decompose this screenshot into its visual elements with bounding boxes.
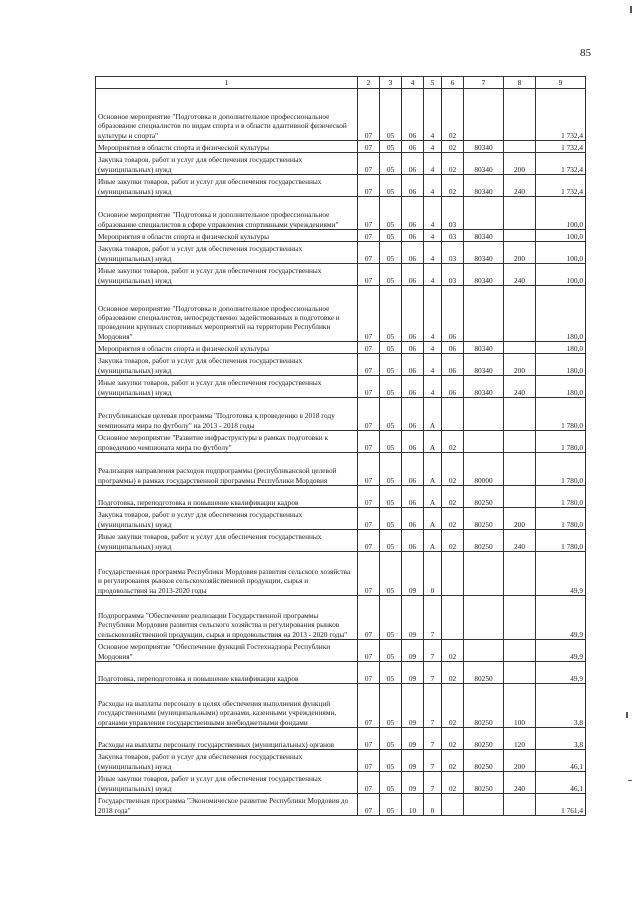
code-cell: 80250 bbox=[464, 662, 504, 684]
code-cell: 02 bbox=[442, 431, 464, 453]
code-cell: 200 bbox=[504, 750, 536, 772]
code-cell: 05 bbox=[380, 772, 402, 794]
code-cell: 05 bbox=[380, 89, 402, 141]
code-cell: 06 bbox=[402, 197, 424, 230]
column-header: 1 bbox=[96, 77, 358, 89]
row-name-cell: Иные закупки товаров, работ и услуг для обеспечения государственных (муниципальных) нужд bbox=[96, 175, 358, 197]
code-cell: 06 bbox=[402, 530, 424, 552]
table-row bbox=[96, 89, 586, 141]
row-name-cell: Мероприятия в области спорта и физической культуры bbox=[96, 230, 358, 242]
amount-cell: 1 780,0 bbox=[536, 453, 586, 486]
code-cell: 06 bbox=[442, 286, 464, 342]
code-cell: 07 bbox=[358, 684, 380, 728]
table-row bbox=[96, 264, 586, 286]
code-cell: 06 bbox=[402, 286, 424, 342]
code-cell bbox=[504, 486, 536, 508]
code-cell: 07 bbox=[358, 264, 380, 286]
code-cell: 03 bbox=[442, 230, 464, 242]
code-cell: 80340 bbox=[464, 153, 504, 175]
amount-cell: 100,0 bbox=[536, 230, 586, 242]
code-cell: 02 bbox=[442, 89, 464, 141]
code-cell: 80340 bbox=[464, 342, 504, 354]
code-cell: 09 bbox=[402, 750, 424, 772]
code-cell bbox=[504, 342, 536, 354]
code-cell: 7 bbox=[424, 596, 442, 640]
code-cell: 120 bbox=[504, 728, 536, 750]
row-name-cell: Закупка товаров, работ и услуг для обеспечения государственных (муниципальных) нужд bbox=[96, 508, 358, 530]
code-cell: 06 bbox=[402, 153, 424, 175]
code-cell: 05 bbox=[380, 596, 402, 640]
code-cell bbox=[504, 89, 536, 141]
code-cell: 03 bbox=[442, 197, 464, 230]
code-cell: 07 bbox=[358, 286, 380, 342]
code-cell: 06 bbox=[402, 431, 424, 453]
code-cell bbox=[504, 141, 536, 153]
table-row bbox=[96, 197, 586, 230]
row-name-cell: Закупка товаров, работ и услуг для обеспечения государственных (муниципальных) нужд bbox=[96, 354, 358, 376]
code-cell bbox=[464, 89, 504, 141]
amount-cell: 1 780,0 bbox=[536, 486, 586, 508]
code-cell: 02 bbox=[442, 453, 464, 486]
code-cell: 7 bbox=[424, 750, 442, 772]
code-cell: 4 bbox=[424, 141, 442, 153]
code-cell: 07 bbox=[358, 398, 380, 431]
code-cell bbox=[464, 398, 504, 431]
amount-cell: 46,1 bbox=[536, 750, 586, 772]
code-cell: 07 bbox=[358, 197, 380, 230]
code-cell: 80250 bbox=[464, 750, 504, 772]
code-cell bbox=[504, 398, 536, 431]
amount-cell: 100,0 bbox=[536, 242, 586, 264]
amount-cell: 180,0 bbox=[536, 376, 586, 398]
row-name-cell: Реализация направления расходов подпрограммы (республиканской целевой программы) в рамках государственной программы Республики Мордовия bbox=[96, 453, 358, 486]
code-cell: 7 bbox=[424, 728, 442, 750]
row-name-cell: Иные закупки товаров, работ и услуг для обеспечения государственных (муниципальных) нужд bbox=[96, 772, 358, 794]
code-cell: 09 bbox=[402, 640, 424, 662]
code-cell: А bbox=[424, 530, 442, 552]
code-cell: 07 bbox=[358, 772, 380, 794]
code-cell: 05 bbox=[380, 750, 402, 772]
table-row bbox=[96, 398, 586, 431]
code-cell: А bbox=[424, 486, 442, 508]
row-name-cell: Иные закупки товаров, работ и услуг для обеспечения государственных (муниципальных) нужд bbox=[96, 264, 358, 286]
row-name-cell: Расходы на выплаты персоналу в целях обеспечения выполнения функций государственными (муниципальными) органами, казенными учреждениями, органами управления государственными внебюджетными фондами bbox=[96, 684, 358, 728]
code-cell: 02 bbox=[442, 486, 464, 508]
scan-mark bbox=[630, 6, 632, 13]
code-cell: 4 bbox=[424, 264, 442, 286]
table-row bbox=[96, 684, 586, 728]
code-cell: 05 bbox=[380, 728, 402, 750]
code-cell: 09 bbox=[402, 552, 424, 596]
code-cell bbox=[442, 552, 464, 596]
code-cell: 4 bbox=[424, 175, 442, 197]
code-cell bbox=[464, 197, 504, 230]
code-cell: 05 bbox=[380, 230, 402, 242]
code-cell: 05 bbox=[380, 486, 402, 508]
code-cell: 05 bbox=[380, 794, 402, 816]
code-cell: 06 bbox=[402, 264, 424, 286]
row-name-cell: Закупка товаров, работ и услуг для обеспечения государственных (муниципальных) нужд bbox=[96, 750, 358, 772]
code-cell: 05 bbox=[380, 662, 402, 684]
code-cell: 07 bbox=[358, 89, 380, 141]
code-cell: 7 bbox=[424, 772, 442, 794]
code-cell: 7 bbox=[424, 684, 442, 728]
code-cell bbox=[442, 794, 464, 816]
code-cell: 06 bbox=[402, 230, 424, 242]
code-cell: 4 bbox=[424, 153, 442, 175]
code-cell: 07 bbox=[358, 141, 380, 153]
code-cell bbox=[504, 197, 536, 230]
code-cell: 02 bbox=[442, 153, 464, 175]
code-cell: 05 bbox=[380, 684, 402, 728]
table-row bbox=[96, 530, 586, 552]
row-name-cell: Государственная программа "Экономическое развитие Республики Мордовия до 2018 года" bbox=[96, 794, 358, 816]
code-cell: 05 bbox=[380, 508, 402, 530]
code-cell: 07 bbox=[358, 728, 380, 750]
code-cell: 4 bbox=[424, 286, 442, 342]
row-name-cell: Закупка товаров, работ и услуг для обеспечения государственных (муниципальных) нужд bbox=[96, 242, 358, 264]
code-cell: 4 bbox=[424, 342, 442, 354]
table-row bbox=[96, 242, 586, 264]
code-cell bbox=[464, 794, 504, 816]
code-cell: 07 bbox=[358, 750, 380, 772]
row-name-cell: Подготовка, переподготовка и повышение квалификации кадров bbox=[96, 662, 358, 684]
code-cell: 4 bbox=[424, 354, 442, 376]
amount-cell: 1 780,0 bbox=[536, 398, 586, 431]
code-cell bbox=[464, 640, 504, 662]
code-cell: 80250 bbox=[464, 508, 504, 530]
code-cell: 06 bbox=[402, 508, 424, 530]
code-cell bbox=[442, 596, 464, 640]
code-cell: 200 bbox=[504, 242, 536, 264]
code-cell: 80250 bbox=[464, 530, 504, 552]
row-name-cell: Основное мероприятие "Развитие инфраструктуры в рамках подготовки к проведению чемпионата мира по футболу" bbox=[96, 431, 358, 453]
code-cell: 07 bbox=[358, 486, 380, 508]
code-cell: 07 bbox=[358, 794, 380, 816]
amount-cell: 180,0 bbox=[536, 342, 586, 354]
code-cell: 07 bbox=[358, 662, 380, 684]
code-cell: 02 bbox=[442, 662, 464, 684]
column-header: 8 bbox=[504, 77, 536, 89]
code-cell: 06 bbox=[402, 453, 424, 486]
code-cell: 100 bbox=[504, 684, 536, 728]
amount-cell: 1 780,0 bbox=[536, 508, 586, 530]
table-row bbox=[96, 508, 586, 530]
code-cell: 02 bbox=[442, 772, 464, 794]
code-cell: 80250 bbox=[464, 486, 504, 508]
code-cell: 06 bbox=[402, 486, 424, 508]
code-cell: 80340 bbox=[464, 354, 504, 376]
code-cell: А bbox=[424, 508, 442, 530]
code-cell: 05 bbox=[380, 376, 402, 398]
code-cell: 07 bbox=[358, 175, 380, 197]
code-cell: 07 bbox=[358, 453, 380, 486]
scan-mark bbox=[626, 712, 628, 718]
code-cell bbox=[504, 640, 536, 662]
code-cell: 09 bbox=[402, 684, 424, 728]
code-cell: 06 bbox=[442, 376, 464, 398]
code-cell: 05 bbox=[380, 153, 402, 175]
table-row bbox=[96, 431, 586, 453]
code-cell: 80340 bbox=[464, 141, 504, 153]
code-cell: 06 bbox=[402, 398, 424, 431]
code-cell: 07 bbox=[358, 230, 380, 242]
amount-cell: 1 732,4 bbox=[536, 175, 586, 197]
column-header: 9 bbox=[536, 77, 586, 89]
code-cell: 80340 bbox=[464, 242, 504, 264]
amount-cell: 1 732,4 bbox=[536, 141, 586, 153]
code-cell: 06 bbox=[402, 376, 424, 398]
code-cell bbox=[464, 596, 504, 640]
code-cell: 240 bbox=[504, 175, 536, 197]
code-cell: 4 bbox=[424, 376, 442, 398]
amount-cell: 1 761,4 bbox=[536, 794, 586, 816]
code-cell: 05 bbox=[380, 530, 402, 552]
code-cell: 240 bbox=[504, 376, 536, 398]
code-cell: 02 bbox=[442, 640, 464, 662]
amount-cell: 3,8 bbox=[536, 684, 586, 728]
row-name-cell: Мероприятия в области спорта и физической культуры bbox=[96, 342, 358, 354]
column-header: 3 bbox=[380, 77, 402, 89]
code-cell: 07 bbox=[358, 153, 380, 175]
row-name-cell: Республиканская целевая программа "Подготовка к проведению в 2018 году чемпионата мира по футболу" на 2013 - 2018 годы bbox=[96, 398, 358, 431]
code-cell: 7 bbox=[424, 640, 442, 662]
row-name-cell: Государственная программа Республики Мордовия развития сельского хозяйства и регулирования рынков сельскохозяйственной продукции, сырья и продовольствия на 2013-2020 годы bbox=[96, 552, 358, 596]
table-row bbox=[96, 230, 586, 242]
code-cell: 03 bbox=[442, 242, 464, 264]
code-cell: 4 bbox=[424, 230, 442, 242]
code-cell: 05 bbox=[380, 453, 402, 486]
code-cell: 09 bbox=[402, 596, 424, 640]
table-row bbox=[96, 453, 586, 486]
code-cell bbox=[464, 552, 504, 596]
code-cell: 02 bbox=[442, 508, 464, 530]
code-cell: 06 bbox=[402, 89, 424, 141]
table-row bbox=[96, 728, 586, 750]
code-cell: 09 bbox=[402, 728, 424, 750]
code-cell: 06 bbox=[402, 175, 424, 197]
code-cell: 06 bbox=[402, 354, 424, 376]
code-cell: 09 bbox=[402, 772, 424, 794]
code-cell bbox=[504, 662, 536, 684]
code-cell: 05 bbox=[380, 431, 402, 453]
table-row bbox=[96, 640, 586, 662]
code-cell: 240 bbox=[504, 530, 536, 552]
code-cell: 240 bbox=[504, 772, 536, 794]
code-cell: 02 bbox=[442, 141, 464, 153]
table-row bbox=[96, 750, 586, 772]
code-cell: А bbox=[424, 398, 442, 431]
table-row bbox=[96, 486, 586, 508]
amount-cell: 1 732,4 bbox=[536, 153, 586, 175]
code-cell: 80000 bbox=[464, 453, 504, 486]
row-name-cell: Основное мероприятие "Подготовка и дополнительное профессиональное образование специалистов по видам спорта и в области адаптивной физической культуры и спорта" bbox=[96, 89, 358, 141]
code-cell: 03 bbox=[442, 264, 464, 286]
code-cell bbox=[442, 398, 464, 431]
row-name-cell: Закупка товаров, работ и услуг для обеспечения государственных (муниципальных) нужд bbox=[96, 153, 358, 175]
code-cell: 200 bbox=[504, 354, 536, 376]
code-cell: 07 bbox=[358, 354, 380, 376]
code-cell: 07 bbox=[358, 342, 380, 354]
code-cell: 200 bbox=[504, 153, 536, 175]
code-cell: 80250 bbox=[464, 728, 504, 750]
code-cell: 0 bbox=[424, 794, 442, 816]
code-cell: 4 bbox=[424, 242, 442, 264]
amount-cell: 46,1 bbox=[536, 772, 586, 794]
amount-cell: 1 732,4 bbox=[536, 89, 586, 141]
row-name-cell: Основное мероприятие "Подготовка и дополнительное профессиональное образование специалистов, непосредственно задействованных в подготовке и проведении крупных спортивных мероприятий на территории Республики Мордовия" bbox=[96, 286, 358, 342]
code-cell: 200 bbox=[504, 508, 536, 530]
code-cell: 02 bbox=[442, 684, 464, 728]
amount-cell: 1 780,0 bbox=[536, 530, 586, 552]
code-cell: 02 bbox=[442, 175, 464, 197]
code-cell: 05 bbox=[380, 342, 402, 354]
table-row bbox=[96, 141, 586, 153]
code-cell: 02 bbox=[442, 530, 464, 552]
code-cell: 05 bbox=[380, 197, 402, 230]
row-name-cell: Иные закупки товаров, работ и услуг для обеспечения государственных (муниципальных) нужд bbox=[96, 376, 358, 398]
table-row bbox=[96, 354, 586, 376]
code-cell: 80250 bbox=[464, 684, 504, 728]
table-row bbox=[96, 794, 586, 816]
code-cell: 07 bbox=[358, 431, 380, 453]
table-row bbox=[96, 175, 586, 197]
code-cell: 10 bbox=[402, 794, 424, 816]
column-header: 6 bbox=[442, 77, 464, 89]
table-row bbox=[96, 552, 586, 596]
code-cell: 02 bbox=[442, 728, 464, 750]
amount-cell: 49,9 bbox=[536, 596, 586, 640]
code-cell: 80340 bbox=[464, 230, 504, 242]
code-cell: 07 bbox=[358, 376, 380, 398]
column-header: 5 bbox=[424, 77, 442, 89]
amount-cell: 180,0 bbox=[536, 286, 586, 342]
code-cell bbox=[464, 286, 504, 342]
code-cell bbox=[504, 431, 536, 453]
code-cell: 05 bbox=[380, 175, 402, 197]
code-cell: 06 bbox=[402, 141, 424, 153]
code-cell: 4 bbox=[424, 89, 442, 141]
code-cell: 80250 bbox=[464, 772, 504, 794]
code-cell bbox=[504, 286, 536, 342]
row-name-cell: Мероприятия в области спорта и физической культуры bbox=[96, 141, 358, 153]
row-name-cell: Подпрограмма "Обеспечение реализации Государственной программы Республики Мордовия развития сельского хозяйства и регулирования рынков сельскохозяйственной продукции, сырья и продовольствия на 2013 - 2020 годы" bbox=[96, 596, 358, 640]
code-cell: 06 bbox=[442, 354, 464, 376]
code-cell: 80340 bbox=[464, 175, 504, 197]
code-cell: А bbox=[424, 453, 442, 486]
code-cell: 05 bbox=[380, 242, 402, 264]
amount-cell: 49,9 bbox=[536, 640, 586, 662]
code-cell: 80340 bbox=[464, 264, 504, 286]
row-name-cell: Подготовка, переподготовка и повышение квалификации кадров bbox=[96, 486, 358, 508]
code-cell: 05 bbox=[380, 640, 402, 662]
amount-cell: 100,0 bbox=[536, 264, 586, 286]
amount-cell: 180,0 bbox=[536, 354, 586, 376]
code-cell bbox=[504, 596, 536, 640]
code-cell: 09 bbox=[402, 662, 424, 684]
code-cell: 05 bbox=[380, 141, 402, 153]
code-cell bbox=[504, 230, 536, 242]
code-cell: 240 bbox=[504, 264, 536, 286]
scan-mark bbox=[628, 780, 632, 781]
row-name-cell: Иные закупки товаров, работ и услуг для обеспечения государственных (муниципальных) нужд bbox=[96, 530, 358, 552]
amount-cell: 3,8 bbox=[536, 728, 586, 750]
code-cell: 06 bbox=[442, 342, 464, 354]
code-cell: 4 bbox=[424, 197, 442, 230]
row-name-cell: Основное мероприятие "Обеспечение функций Гостехнадзора Республики Мордовия" bbox=[96, 640, 358, 662]
code-cell: 07 bbox=[358, 552, 380, 596]
table-row bbox=[96, 153, 586, 175]
code-cell: 06 bbox=[402, 242, 424, 264]
code-cell: 07 bbox=[358, 530, 380, 552]
code-cell: 07 bbox=[358, 242, 380, 264]
code-cell bbox=[504, 453, 536, 486]
code-cell: А bbox=[424, 431, 442, 453]
code-cell bbox=[504, 794, 536, 816]
budget-table bbox=[95, 76, 586, 816]
code-cell: 80340 bbox=[464, 376, 504, 398]
code-cell bbox=[464, 431, 504, 453]
column-header: 2 bbox=[358, 77, 380, 89]
row-name-cell: Основное мероприятие "Подготовка и дополнительное профессиональное образование специалистов в сфере управления спортивными учреждениями" bbox=[96, 197, 358, 230]
table-row bbox=[96, 376, 586, 398]
code-cell: 05 bbox=[380, 398, 402, 431]
table-row bbox=[96, 596, 586, 640]
code-cell: 7 bbox=[424, 662, 442, 684]
table-row bbox=[96, 772, 586, 794]
code-cell: 05 bbox=[380, 552, 402, 596]
page-number: 85 bbox=[580, 47, 591, 59]
column-header: 4 bbox=[402, 77, 424, 89]
code-cell: 0 bbox=[424, 552, 442, 596]
amount-cell: 100,0 bbox=[536, 197, 586, 230]
code-cell: 07 bbox=[358, 596, 380, 640]
amount-cell: 49,9 bbox=[536, 552, 586, 596]
code-cell: 05 bbox=[380, 264, 402, 286]
amount-cell: 49,9 bbox=[536, 662, 586, 684]
amount-cell: 1 780,0 bbox=[536, 431, 586, 453]
code-cell: 07 bbox=[358, 508, 380, 530]
table-header-row bbox=[96, 77, 586, 89]
table-row bbox=[96, 662, 586, 684]
code-cell: 05 bbox=[380, 286, 402, 342]
code-cell bbox=[504, 552, 536, 596]
table-row bbox=[96, 286, 586, 342]
code-cell: 02 bbox=[442, 750, 464, 772]
table-row bbox=[96, 342, 586, 354]
code-cell: 06 bbox=[402, 342, 424, 354]
code-cell: 05 bbox=[380, 354, 402, 376]
row-name-cell: Расходы на выплаты персоналу государственных (муниципальных) органов bbox=[96, 728, 358, 750]
column-header: 7 bbox=[464, 77, 504, 89]
code-cell: 07 bbox=[358, 640, 380, 662]
